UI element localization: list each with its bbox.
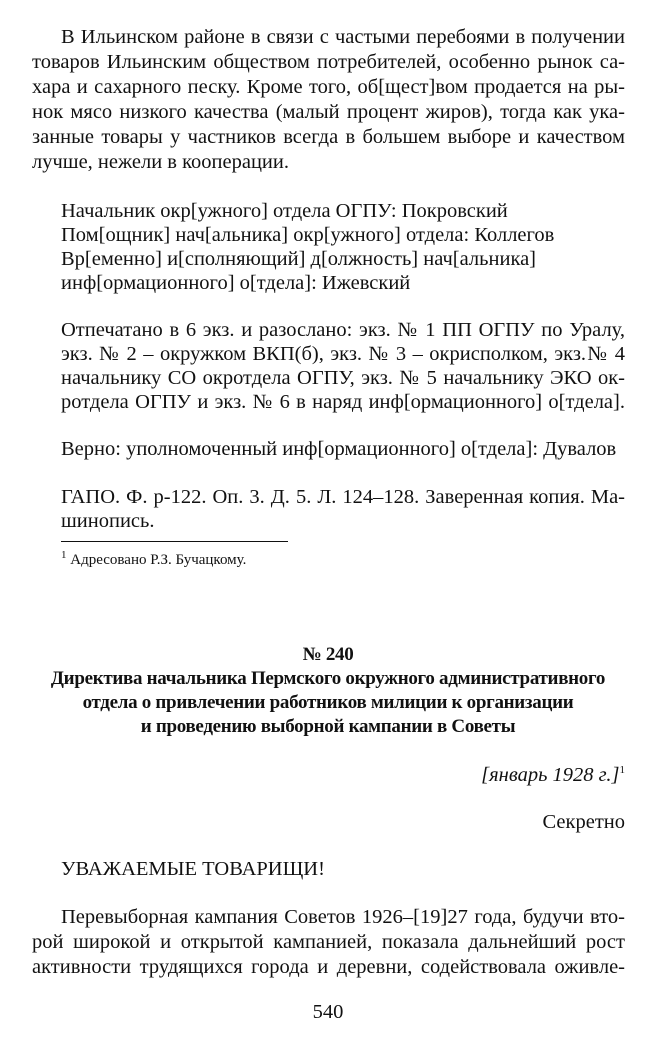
footnote-text: Адресовано Р.З. Бучацкому. (70, 552, 247, 568)
date-text: [январь 1928 г.] (481, 764, 620, 786)
title-line: отдела о привлечении работников милиции к организации (82, 692, 574, 713)
text-line: нок мясо низкого качества (малый процент жиров), тогда как ука- (32, 101, 625, 123)
text-line: ротдела ОГПУ и экз. № 6 в наряд инф[ормационного] о[тдела]. (61, 391, 625, 413)
salutation: УВАЖАЕМЫЕ ТОВАРИЩИ! (61, 858, 325, 880)
text-line: начальнику СО окротдела ОГПУ, экз. № 5 начальнику ЭКО ок- (61, 367, 625, 389)
document-number: № 240 (302, 644, 354, 665)
text-line: В Ильинском районе в связи с частыми перебоями в получении (61, 26, 625, 48)
signature-line: Пом[ощник] нач[альника] окр[ужного] отдела: Коллегов (61, 224, 555, 246)
text-line: шинопись. (61, 510, 155, 532)
text-line: активности трудящихся города и деревни, содействовала оживле- (32, 956, 625, 978)
footnote-mark: 1 (61, 549, 67, 561)
title-line: Директива начальника Пермского окружного административного (50, 668, 606, 689)
text-line: товаров Ильинским обществом потребителей, особенно рынок са- (32, 51, 625, 73)
verification-line: Верно: уполномоченный инф[ормационного] о[тдела]: Дувалов (61, 438, 617, 460)
text-line: лучше, нежели в кооперации. (32, 151, 289, 173)
signature-line: Вр[еменно] и[сполняющий] д[олжность] нач[альника] (61, 248, 537, 270)
date-note-mark: 1 (619, 764, 625, 777)
document-date (0, 763, 625, 787)
text-line: рой широкой и открытой кампанией, показала дальнейший рост (32, 931, 625, 953)
title-line: и проведению выборной кампании в Советы (140, 716, 516, 737)
text-line: ГАПО. Ф. р-122. Оп. 3. Д. 5. Л. 124–128. Заверенная копия. Ма- (61, 486, 625, 508)
page-number: 540 (312, 1001, 344, 1023)
footnote (61, 551, 246, 569)
signature-line: инф[ормационного] о[тдела]: Ижевский (61, 272, 411, 294)
classification-label: Секретно (542, 811, 625, 833)
footnote-rule (61, 541, 288, 542)
text-line: экз. № 2 – окружком ВКП(б), экз. № 3 – окрисполком, экз.№ 4 (61, 343, 625, 365)
signature-line: Начальник окр[ужного] отдела ОГПУ: Покровский (61, 200, 508, 222)
text-line: хара и сахарного песку. Кроме того, об[щест]вом продается на ры- (32, 76, 625, 98)
text-line: Отпечатано в 6 экз. и разослано: экз. № 1 ПП ОГПУ по Уралу, (61, 319, 625, 341)
text-line: Перевыборная кампания Советов 1926–[19]27 года, будучи вто- (61, 906, 625, 928)
text-line: занные товары у частников всегда в большем выборе и качеством (32, 126, 625, 148)
